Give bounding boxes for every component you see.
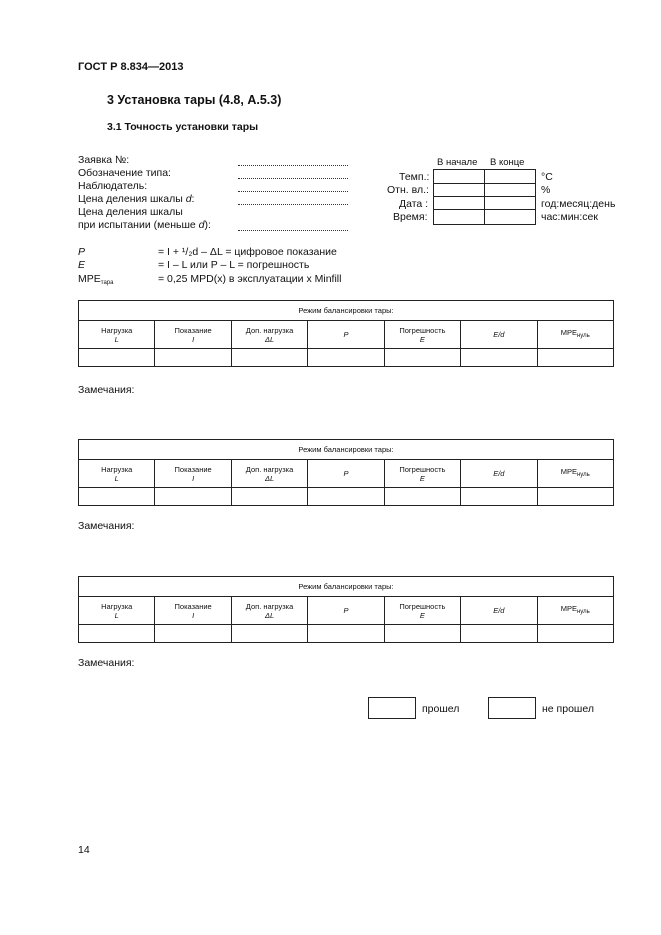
formula-p-symbol: P	[78, 246, 86, 258]
conditions-divider-h3	[433, 209, 535, 210]
balance-table-3	[78, 576, 614, 643]
balance-table-1	[78, 300, 614, 367]
humidity-label: Отн. вл.:	[387, 184, 429, 196]
observer-field[interactable]	[238, 190, 348, 192]
cell-e-d[interactable]	[461, 625, 537, 643]
cell-extra-load[interactable]	[231, 625, 307, 643]
cell-reading[interactable]	[155, 488, 231, 506]
col-end-header: В конце	[490, 157, 525, 168]
type-designation-label: Обозначение типа:	[78, 167, 171, 179]
formula-e-expr: = I – L или P – L = погрешность	[158, 259, 310, 271]
remarks-label-1: Замечания:	[78, 384, 135, 396]
cell-extra-load[interactable]	[231, 349, 307, 367]
col-load: Нагрузка L	[79, 597, 155, 625]
cell-e-d[interactable]	[461, 488, 537, 506]
col-reading: Показание I	[155, 597, 231, 625]
cell-reading[interactable]	[155, 349, 231, 367]
col-load: Нагрузка L	[79, 321, 155, 349]
failed-checkbox[interactable]	[488, 697, 536, 719]
time-label: Время:	[393, 211, 428, 223]
formula-mpe-expr: = 0,25 MPD(x) в эксплуатации x Minfill	[158, 273, 342, 285]
col-mpe-zero: $MPE_{нуль}$	[537, 597, 613, 625]
cell-mpe-zero[interactable]	[537, 349, 613, 367]
cell-p[interactable]	[308, 349, 384, 367]
passed-checkbox[interactable]	[368, 697, 416, 719]
conditions-divider-h1	[433, 183, 535, 184]
cell-p[interactable]	[308, 488, 384, 506]
humidity-unit: %	[541, 184, 551, 196]
cell-load[interactable]	[79, 625, 155, 643]
col-reading: Показание I	[155, 321, 231, 349]
cell-extra-load[interactable]	[231, 488, 307, 506]
col-p: P	[308, 321, 384, 349]
col-mpe-zero: $MPE_{нуль}$	[537, 321, 613, 349]
failed-label: не прошел	[542, 703, 594, 715]
formula-p-expr: = I + ¹/₂d – ΔL = цифровое показание	[158, 246, 337, 258]
balance-table-2	[78, 439, 614, 506]
passed-label: прошел	[422, 703, 460, 715]
formula-e-symbol: E	[78, 259, 86, 271]
cell-e-d[interactable]	[461, 349, 537, 367]
date-label: Дата :	[399, 198, 429, 210]
cell-error[interactable]	[384, 488, 460, 506]
table-row	[79, 349, 614, 367]
table-title: Режим балансировки тары:	[79, 440, 614, 460]
temp-unit: °С	[541, 171, 553, 183]
col-p: P	[308, 597, 384, 625]
cell-p[interactable]	[308, 625, 384, 643]
application-label: Заявка №:	[78, 154, 130, 166]
col-e-d: E/d	[461, 321, 537, 349]
test-division-label-line1: Цена деления шкалы	[78, 206, 183, 218]
temp-label: Темп.:	[399, 171, 430, 183]
col-error: Погрешность E	[384, 321, 460, 349]
remarks-label-3: Замечания:	[78, 657, 135, 669]
section-title: 3 Установка тары (4.8, А.5.3)	[107, 93, 282, 107]
test-division-label-line2: при испытании (меньше d):	[78, 219, 211, 231]
date-unit: год:месяц:день	[541, 198, 616, 210]
subsection-title: 3.1 Точность установки тары	[107, 121, 259, 133]
scale-division-field[interactable]	[238, 203, 348, 205]
col-mpe-zero: $MPE_{нуль}$	[537, 460, 613, 488]
col-e-d: E/d	[461, 460, 537, 488]
cell-reading[interactable]	[155, 625, 231, 643]
application-field[interactable]	[238, 164, 348, 166]
conditions-divider-h2	[433, 196, 535, 197]
formula-mpe-symbol: $MPE_{тара}$	[78, 273, 114, 286]
col-start-header: В начале	[437, 157, 478, 168]
scale-division-label: Цена деления шкалы d:	[78, 193, 195, 205]
table-title: Режим балансировки тары:	[79, 577, 614, 597]
col-extra-load: Доп. нагрузка ΔL	[231, 597, 307, 625]
table-row	[79, 625, 614, 643]
cell-error[interactable]	[384, 349, 460, 367]
cell-error[interactable]	[384, 625, 460, 643]
col-reading: Показание I	[155, 460, 231, 488]
col-load: Нагрузка L	[79, 460, 155, 488]
table-title: Режим балансировки тары:	[79, 301, 614, 321]
col-e-d: E/d	[461, 597, 537, 625]
cell-load[interactable]	[79, 488, 155, 506]
col-extra-load: Доп. нагрузка ΔL	[231, 321, 307, 349]
col-error: Погрешность E	[384, 460, 460, 488]
cell-load[interactable]	[79, 349, 155, 367]
col-error: Погрешность E	[384, 597, 460, 625]
standard-header: ГОСТ Р 8.834—2013	[78, 61, 184, 73]
page-number: 14	[78, 844, 90, 856]
table-row	[79, 488, 614, 506]
time-unit: час:мин:сек	[541, 211, 598, 223]
cell-mpe-zero[interactable]	[537, 625, 613, 643]
observer-label: Наблюдатель:	[78, 180, 148, 192]
cell-mpe-zero[interactable]	[537, 488, 613, 506]
col-extra-load: Доп. нагрузка ΔL	[231, 460, 307, 488]
col-p: P	[308, 460, 384, 488]
type-designation-field[interactable]	[238, 177, 348, 179]
test-division-field[interactable]	[238, 229, 348, 231]
remarks-label-2: Замечания:	[78, 520, 135, 532]
